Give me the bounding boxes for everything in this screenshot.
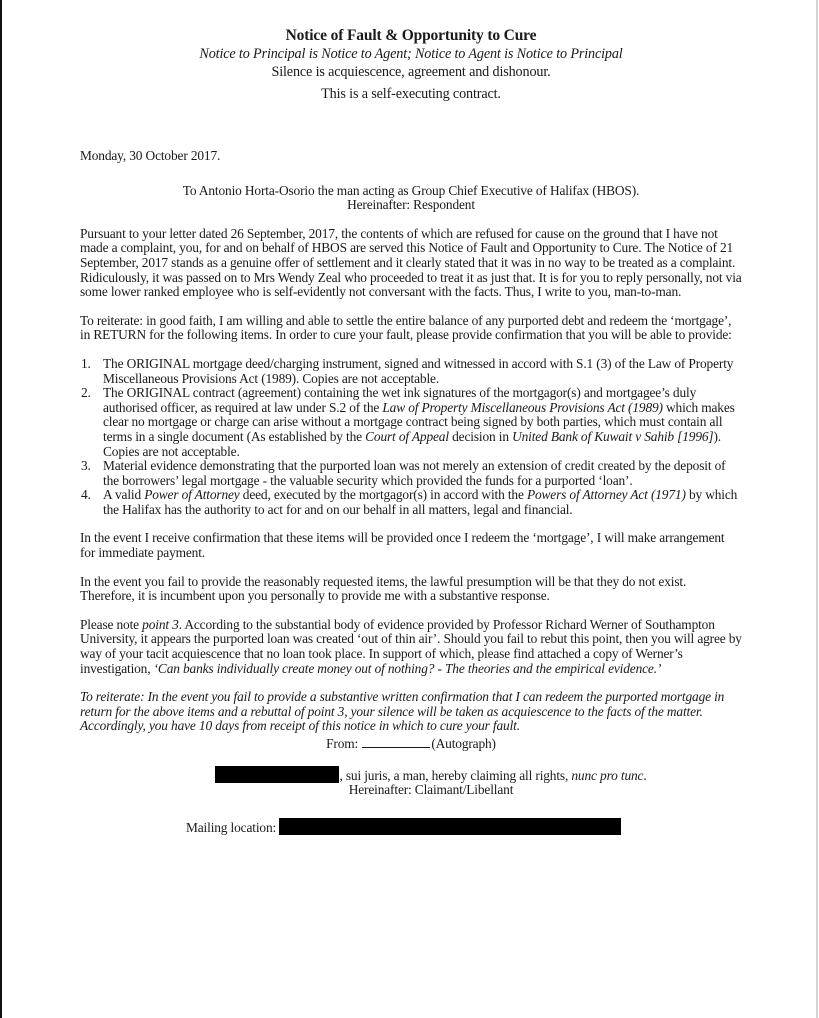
requested-items-list xyxy=(80,357,742,518)
paragraph-presumption: In the event you fail to provide the reasonably requested items, the lawful presumption will be that they do not exist. Therefore, it is incumbent upon you personally to provide me with a substantive response. xyxy=(80,573,687,604)
point-reference: point 3 xyxy=(142,616,179,632)
list-number: 4. xyxy=(81,487,91,503)
claimant-block xyxy=(80,766,742,798)
claim-latin: nunc pro tunc xyxy=(571,767,644,783)
list-item-citation: Law of Property Miscellaneous Provisions Act (1989) xyxy=(382,399,663,415)
paragraph-point-3 xyxy=(80,618,742,676)
list-number: 2. xyxy=(81,385,91,401)
list-item xyxy=(80,459,742,488)
list-item-text: The ORIGINAL contract (agreement) containing the wet ink signatures of the mortgagor(s) and mortgagee’s duly authorised officer, as required at law under S.2 of the xyxy=(103,385,697,415)
signature-from-line xyxy=(80,736,742,752)
mailing-location-line xyxy=(80,818,742,836)
paragraph-text: Please note xyxy=(80,616,143,632)
paragraph-confirmation: In the event I receive confirmation that these items will be provided once I redeem the ‘mortgage’, I will make arrangement for immediate payment. xyxy=(80,530,725,561)
list-item-text: by which the Halifax has the authority to act for and on our behalf in all matters, legal and financial. xyxy=(103,487,738,517)
list-item xyxy=(80,488,742,517)
addressee-hereinafter: Hereinafter: Respondent xyxy=(347,197,475,213)
document-title: Notice of Fault & Opportunity to Cure xyxy=(285,27,537,44)
claim-end: . xyxy=(643,767,647,783)
redacted-address xyxy=(279,818,621,835)
document-subtitle: Notice to Principal is Notice to Agent; Notice to Agent is Notice to Principal xyxy=(199,46,623,62)
list-item xyxy=(80,386,742,459)
redacted-name xyxy=(215,766,339,783)
list-item-text: A valid xyxy=(103,487,145,503)
contract-line: This is a self-executing contract. xyxy=(321,86,501,102)
paragraph-reiterate: To reiterate: in good faith, I am willing and able to settle the entire balance of any purported debt and redeem the ‘mortgage’, in RETURN for the following items. In order to cure your fault, please provide confirmation that you will be able to provide: xyxy=(80,312,732,343)
document-page xyxy=(80,26,742,835)
autograph-blank xyxy=(362,736,430,748)
claim-text: , sui juris, a man, hereby claiming all rights, xyxy=(339,767,572,783)
list-item-text: deed, executed by the mortgagor(s) in accord with the xyxy=(239,487,527,503)
list-item-text: Material evidence demonstrating that the purported loan was not merely an extension of credit created by the deposit of the borrowers’ legal mortgage - the valuable security which provided the funds for a purported ‘loan’. xyxy=(103,458,726,488)
from-label: From: xyxy=(326,736,359,751)
paragraph-text: . According to the substantial body of evidence provided by Professor Richard Werner of Southampton University, it appears the purported loan was created ‘out of thin air’. Should you fail to rebut this point, then you will agree by way of your tacit acquiescence that no loan took place. In support of which, please find attached a copy of Werner’s investigation, xyxy=(80,616,742,676)
list-item-citation: Power of Attorney xyxy=(144,487,240,503)
list-item-text: which makes clear no mortgage or charge can arise without a mortgage contract being signed by both parties, which must contain all terms in a single document (As established by the xyxy=(103,399,735,444)
list-item-text: ). Copies are not acceptable. xyxy=(103,428,721,459)
list-item-citation: Powers of Attorney Act (1971) xyxy=(526,487,686,503)
page-left-border xyxy=(0,0,2,1018)
letter-date: Monday, 30 October 2017. xyxy=(80,148,221,163)
list-item-text: decision in xyxy=(448,428,513,444)
autograph-label: (Autograph) xyxy=(431,736,496,751)
addressee-block xyxy=(80,184,742,213)
list-number: 3. xyxy=(81,458,91,474)
paragraph-pursuant: Pursuant to your letter dated 26 September, 2017, the contents of which are refused for cause on the ground that I have not made a complaint, you, for and on behalf of HBOS are served this Notice of Fault and Opportunity to Cure. The Notice of 21 September, 2017 stands as a genuine offer of settlement and it clearly stated that it was in no way to be treated as a complaint. Ridiculously, it was passed on to Mrs Wendy Zeal who proceeded to treat it as just that. It is for you to reply personally, not via some lower ranked employee who is self-evidently not conversant with the facts. Thus, I write to you, man-to-man. xyxy=(80,225,742,300)
mailing-label: Mailing location: xyxy=(186,819,277,835)
addressee-line: To Antonio Horta-Osorio the man acting as Group Chief Executive of Halifax (HBOS). xyxy=(182,182,640,198)
claimant-line xyxy=(120,766,742,784)
list-item-text: The ORIGINAL mortgage deed/charging instrument, signed and witnessed in accord with S.1 (3) of the Law of Property Miscellaneous Provisions Act (1989). Copies are not acceptable. xyxy=(103,355,734,386)
list-item xyxy=(80,357,742,386)
silence-line: Silence is acquiescence, agreement and dishonour. xyxy=(271,64,551,80)
page-right-border xyxy=(816,0,818,1018)
list-item-citation: United Bank of Kuwait v Sahib [1996] xyxy=(512,428,714,444)
claimant-hereinafter: Hereinafter: Claimant/Libellant xyxy=(348,782,514,798)
paragraph-final-reiterate: To reiterate: In the event you fail to provide a substantive written confirmation that I can redeem the purported mortgage in return for the above items and a rebuttal of point 3, your silence will be taken as acquiescence to the facts of the matter. Accordingly, you have 10 days from receipt of this notice in which to cure your fault. xyxy=(80,689,725,734)
werner-citation: ‘Can banks individually create money out of nothing? - The theories and the empirical evidence.’ xyxy=(153,660,662,676)
list-item-citation: Court of Appeal xyxy=(365,428,449,444)
list-number: 1. xyxy=(81,355,91,371)
